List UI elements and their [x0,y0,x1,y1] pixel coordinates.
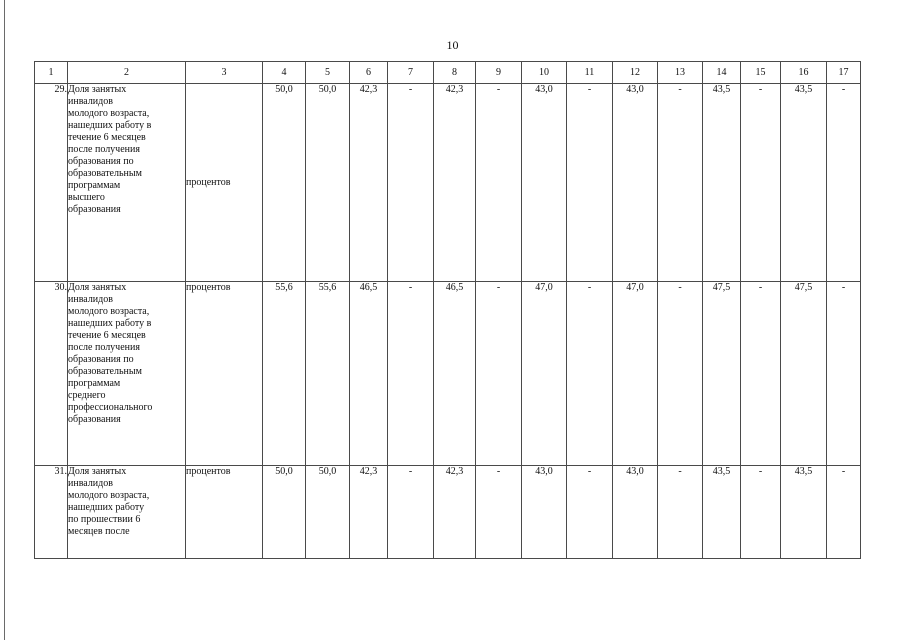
value-cell: - [388,282,434,466]
value-cell: 43,5 [781,84,827,282]
value-cell: - [741,466,781,559]
value-cell: 47,5 [781,282,827,466]
row-number: 29. [35,84,68,282]
column-header: 4 [263,62,306,84]
column-header: 6 [350,62,388,84]
column-header: 10 [522,62,567,84]
unit-cell: процентов [186,282,263,466]
value-cell: - [658,84,703,282]
value-cell: 43,0 [613,466,658,559]
value-cell: - [476,84,522,282]
value-cell: 43,5 [703,466,741,559]
value-cell: 46,5 [350,282,388,466]
value-cell: 43,0 [522,84,567,282]
unit-cell: процентов [186,466,263,559]
value-cell: - [827,282,861,466]
column-header: 16 [781,62,827,84]
value-cell: - [567,282,613,466]
column-header: 8 [434,62,476,84]
value-cell: - [476,282,522,466]
column-header: 2 [68,62,186,84]
column-header: 17 [827,62,861,84]
value-cell: 47,0 [613,282,658,466]
value-cell: - [741,282,781,466]
value-cell: 55,6 [306,282,350,466]
value-cell: - [827,84,861,282]
column-header: 9 [476,62,522,84]
value-cell: - [827,466,861,559]
unit-cell: процентов [186,84,263,282]
column-header: 13 [658,62,703,84]
value-cell: - [567,466,613,559]
value-cell: 47,5 [703,282,741,466]
value-cell: 43,0 [613,84,658,282]
indicator-name: Доля занятых инвалидов молодого возраста, нашедших работу по прошествии 6 месяцев после [68,466,186,559]
value-cell: 50,0 [306,466,350,559]
row-number: 30. [35,282,68,466]
column-header: 3 [186,62,263,84]
value-cell: - [567,84,613,282]
indicators-table [34,61,861,559]
table-row [35,282,861,466]
column-header: 15 [741,62,781,84]
value-cell: 50,0 [263,84,306,282]
value-cell: 42,3 [350,84,388,282]
value-cell: 43,5 [781,466,827,559]
value-cell: - [388,466,434,559]
value-cell: 42,3 [350,466,388,559]
value-cell: 42,3 [434,466,476,559]
value-cell: 50,0 [306,84,350,282]
column-header: 11 [567,62,613,84]
indicator-name: Доля занятых инвалидов молодого возраста, нашедших работу в течение 6 месяцев после получения образования по образовательным программам среднего профессионального образования [68,282,186,466]
header-row [35,62,861,84]
value-cell: - [388,84,434,282]
row-number: 31. [35,466,68,559]
page-left-edge-line [4,0,5,640]
value-cell: 50,0 [263,466,306,559]
table-row [35,466,861,559]
value-cell: 42,3 [434,84,476,282]
value-cell: 43,0 [522,466,567,559]
table-row [35,84,861,282]
indicator-name: Доля занятых инвалидов молодого возраста, нашедших работу в течение 6 месяцев после получения образования по образовательным программам высшего образования [68,84,186,282]
value-cell: 46,5 [434,282,476,466]
value-cell: 55,6 [263,282,306,466]
column-header: 7 [388,62,434,84]
value-cell: - [476,466,522,559]
value-cell: 47,0 [522,282,567,466]
column-header: 14 [703,62,741,84]
value-cell: - [658,466,703,559]
column-header: 1 [35,62,68,84]
column-header: 5 [306,62,350,84]
value-cell: - [741,84,781,282]
value-cell: - [658,282,703,466]
page-number: 10 [446,38,459,52]
value-cell: 43,5 [703,84,741,282]
column-header: 12 [613,62,658,84]
